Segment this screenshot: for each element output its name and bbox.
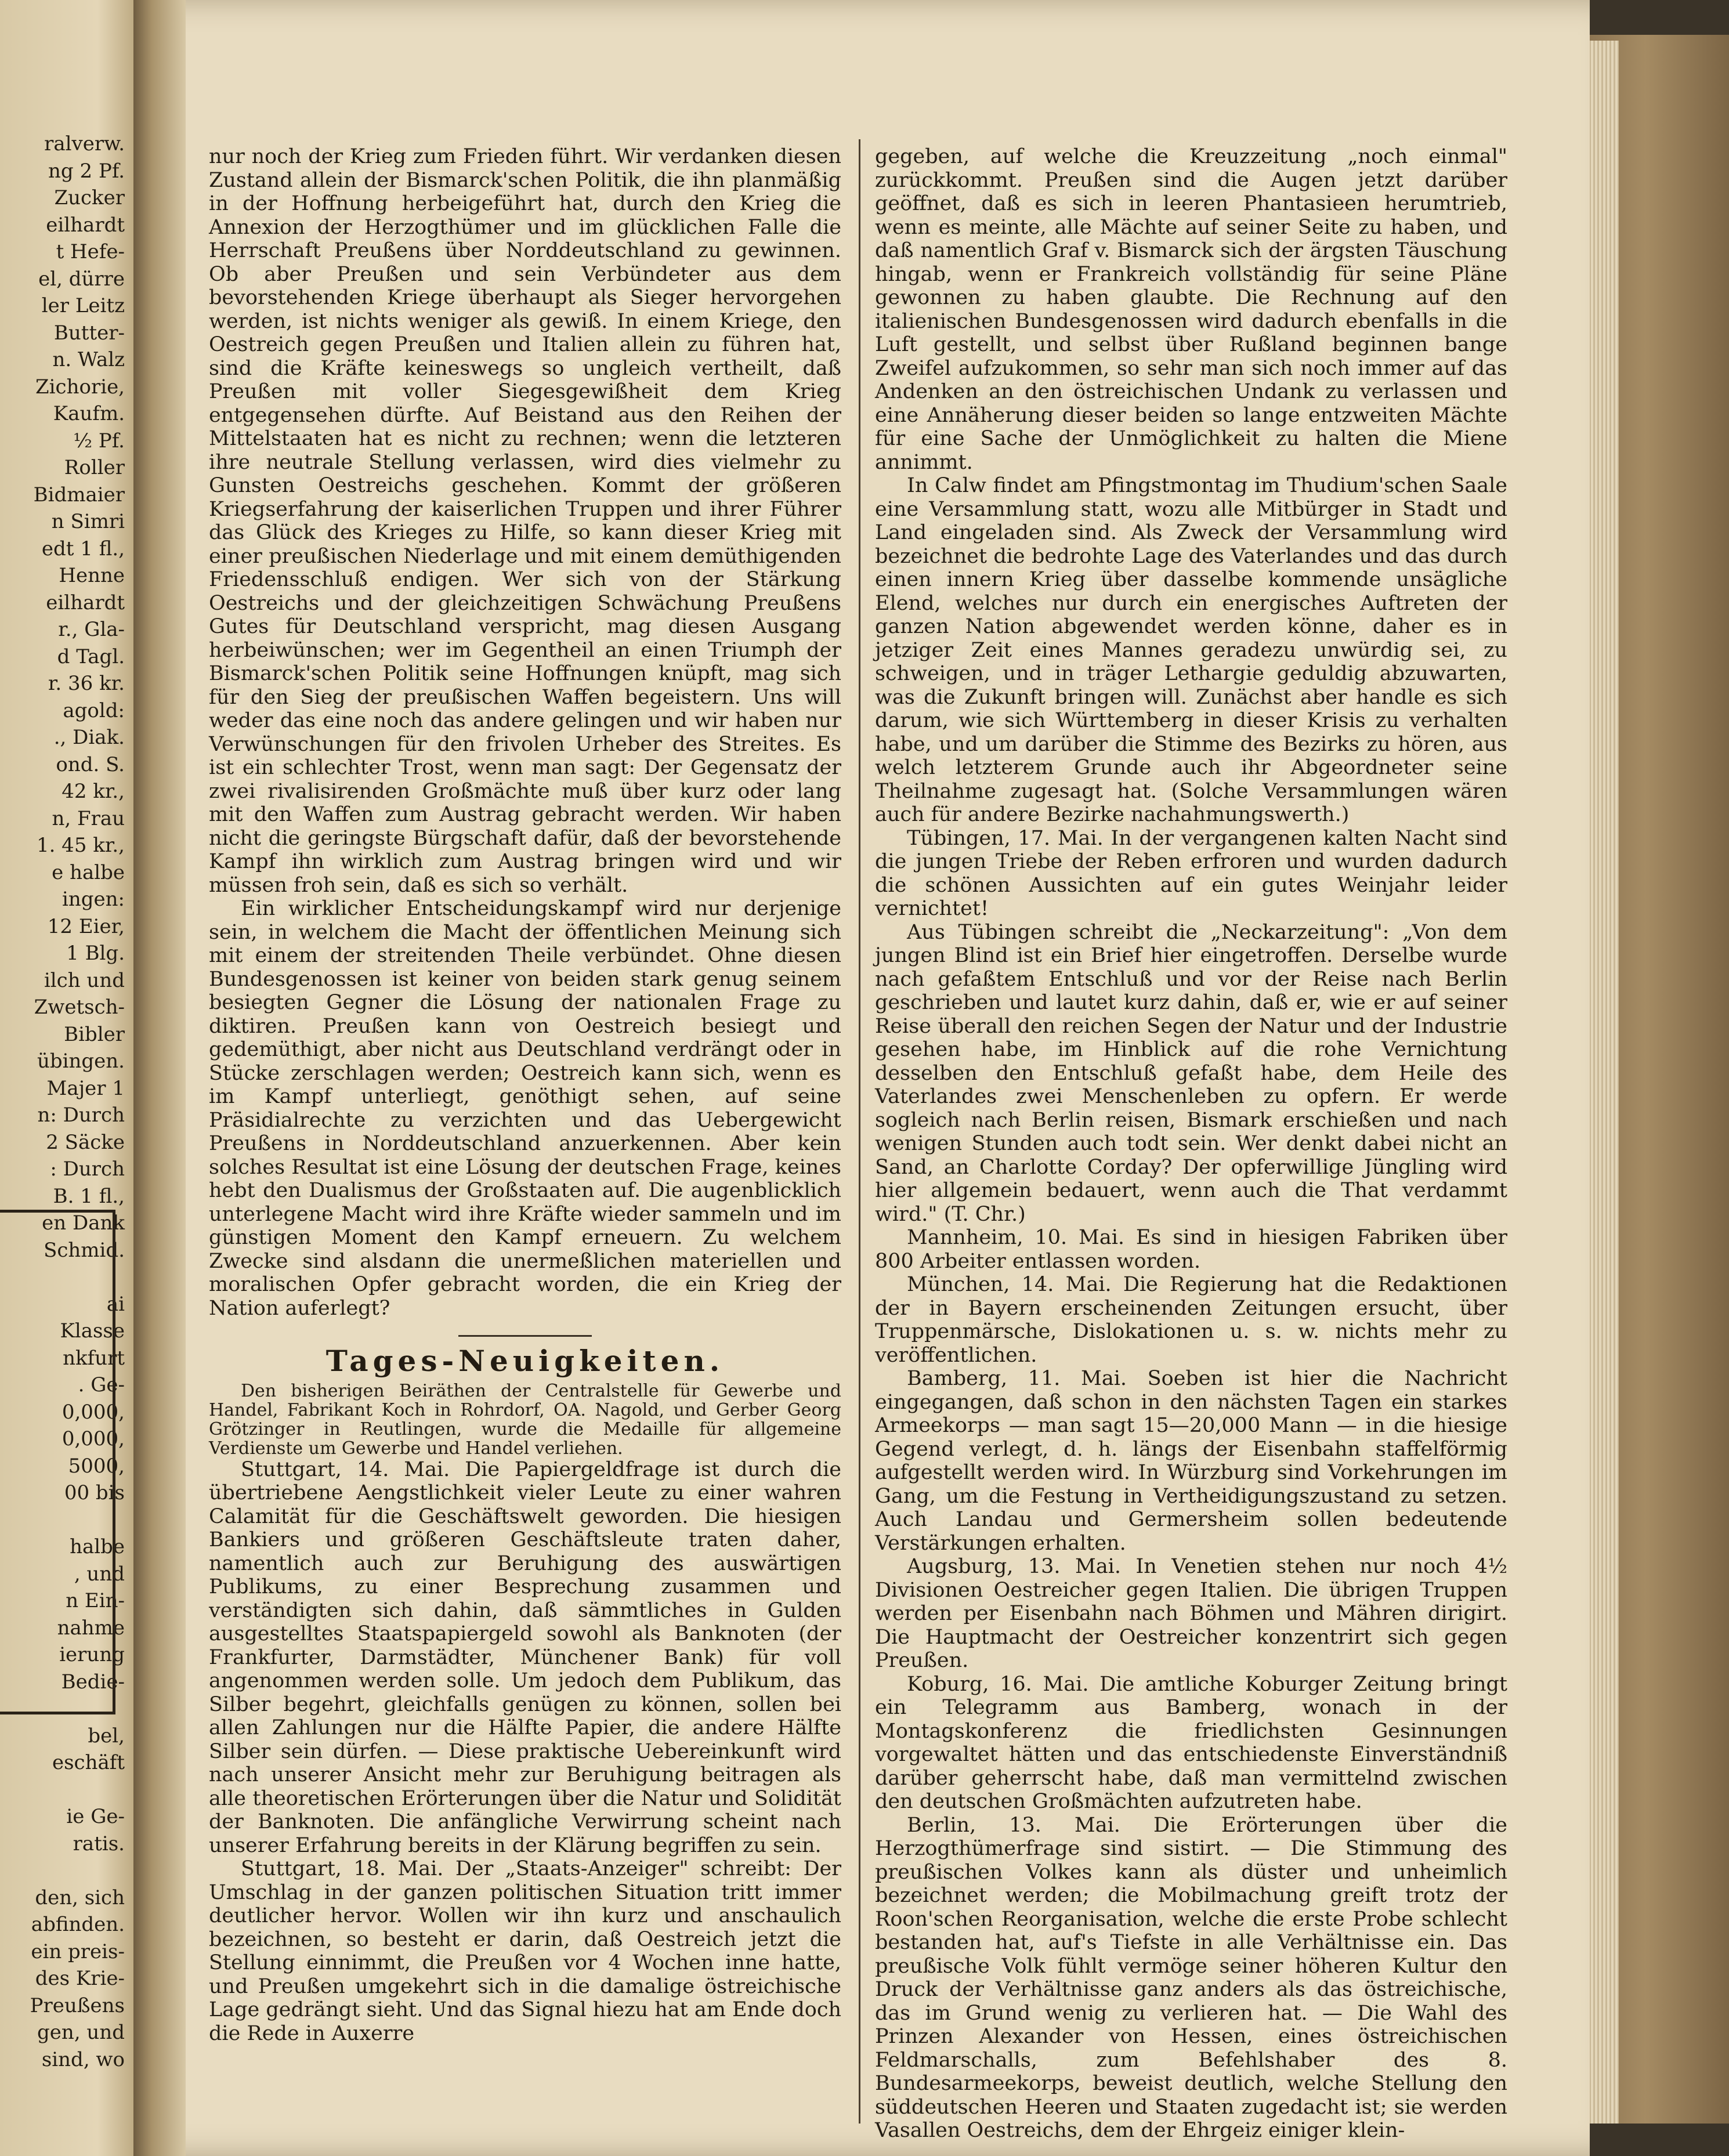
news-muenchen: München, 14. Mai. Die Regierung hat die Redaktionen der in Bayern erscheinenden Zeitungen ersucht, über Truppenmärsche, Dislokationen u. s. w. nichts mehr zu veröffentlichen. <box>875 1273 1507 1367</box>
left-fragment-line: des Krie- <box>35 1967 125 1990</box>
left-fragment-line: n, Frau <box>52 806 125 830</box>
news-bamberg: Bamberg, 11. Mai. Soeben ist hier die Nachricht eingegangen, daß schon in den nächsten Tagen ein starkes Armeekorps — man sagt 15—20,000 Mann — in die hiesige Gegend verlegt, d. h. längs der Eisenbahn staffelförmig aufgestellt werden wird. In Würzburg sind Vorkehrungen im Gang, um die Festung in Vertheidigungszustand zu setzen. Auch Landau und Germersheim sollen bedeutende Verstärkungen erhalten. <box>875 1367 1507 1555</box>
left-fragment-line: Klasse <box>60 1319 125 1343</box>
left-fragment-line: 5000, <box>68 1454 125 1478</box>
left-fragment-line: : Durch <box>50 1157 125 1181</box>
left-fragment-line: Bibler <box>64 1022 125 1046</box>
left-fragment-line: el, dürre <box>38 267 125 291</box>
news-medal: Den bisherigen Beiräthen der Centralstelle für Gewerbe und Handel, Fabrikant Koch in Rohrdorf, OA. Nagold, und Gerber Georg Grötzinger in Reutlingen, wurde die Medaille für allgemeine Verdienste um Gewerbe und Handel verliehen. <box>209 1380 841 1459</box>
left-fragment-line: n Simri <box>51 510 125 533</box>
left-fragment-line: n. Walz <box>52 348 125 371</box>
article-continuation: gegeben, auf welche die Kreuzzeitung „noch einmal" zurückkommt. Preußen sind die Augen jetzt darüber geöffnet, daß es sich in leeren Phantasieen herumtrieb, wenn es meinte, alle Mächte auf seiner Seite zu haben, und daß namentlich Graf v. Bismarck sich der ärgsten Täuschung hingab, wenn er Frankreich vollständig für seine Pläne gewonnen zu haben glaubte. Die Rechnung auf den italienischen Bundesgenossen wird dadurch ebenfalls in die Luft gestellt, und selbst über Rußland beginnen bange Zweifel aufzukommen, so sehr man sich noch immer auf das Andenken an den östreichischen Undank zu verlassen und eine Annäherung dieser beiden so lange entzweiten Mächte für eine Sache der Unmöglichkeit zu halten die Miene annimmt. <box>875 145 1507 474</box>
left-fragment-line: agold: <box>63 699 125 722</box>
left-fragment-line: eilhardt <box>46 591 125 614</box>
left-fragment-line: eilhardt <box>46 213 125 237</box>
left-fragment-line: ai <box>106 1292 125 1316</box>
left-fragment-line: den, sich <box>35 1886 125 1909</box>
left-fragment-line: ilch und <box>44 968 125 992</box>
news-calw: In Calw findet am Pfingstmontag im Thudium'schen Saale eine Versammlung statt, wozu alle Mitbürger in Stadt und Land eingeladen sind. Als Zweck der Versammlung wird bezeichnet die bedrohte Lage des Vaterlandes und das durch einen innern Krieg über dasselbe kommende unsägliche Elend, welches nur durch ein energisches Auftreten der ganzen Nation abgewendet werden könne, daher es in jetziger Zeit eines Mannes geradezu unwürdig sei, zu schweigen, und in träger Lethargie geduldig abzuwarten, was die Zukunft bringen will. Zunächst aber handle es sich darum, wie sich Württemberg in dieser Krisis zu verhalten habe, und um darüber die Stimme des Bezirks zu hören, aus welch letzterem Grunde auch ihr Abgeordneter seine Theilnahme zugesagt hat. (Solche Versammlungen wären auch für andere Bezirke nachahmungswerth.) <box>875 474 1507 826</box>
column-rule <box>859 139 860 2124</box>
left-fragment-line: Henne <box>59 564 125 587</box>
advertisement-box <box>0 1210 115 1714</box>
column-1 <box>209 145 841 2045</box>
left-fragment-line: 2 Säcke <box>46 1130 125 1154</box>
left-fragment-line: 00 bis <box>64 1481 125 1504</box>
left-fragment-line: d Tagl. <box>57 645 125 668</box>
left-fragment-line: Zwetsch- <box>34 996 125 1019</box>
section-heading: Tages-Neuigkeiten. <box>325 1344 725 1378</box>
left-fragment-line: 0,000, <box>62 1427 125 1450</box>
left-fragment-line: B. 1 fl., <box>53 1184 125 1208</box>
left-fragment-line: nkfurt <box>63 1346 125 1370</box>
left-fragment-line: Zichorie, <box>35 375 125 399</box>
left-fragment-line: ratis. <box>73 1832 125 1855</box>
left-fragment-line: Kaufm. <box>53 402 125 425</box>
left-fragment-line: übingen. <box>37 1050 125 1073</box>
section-separator <box>458 1335 592 1337</box>
left-fragment-line: ler Leitz <box>41 294 125 317</box>
left-fragment-line: Roller <box>64 456 125 479</box>
left-fragment-line: en Dank <box>42 1211 125 1235</box>
left-fragment-line: . Ge- <box>78 1373 125 1397</box>
left-fragment-line: r. 36 kr. <box>48 672 125 695</box>
left-fragment-line: eschäft <box>52 1751 125 1774</box>
left-fragment-line: abfinden. <box>31 1913 125 1936</box>
left-fragment-line: n: Durch <box>37 1104 125 1127</box>
left-fragment-line: nahme <box>57 1616 125 1640</box>
left-page-fragment <box>0 0 139 2156</box>
left-fragment-line: Zucker <box>54 186 125 209</box>
left-fragment-line: halbe <box>70 1535 125 1558</box>
column-2 <box>875 145 1507 2143</box>
left-fragment-line <box>0 1777 125 1804</box>
left-fragment-line: ein preis- <box>31 1940 125 1963</box>
left-fragment-line: n Ein- <box>66 1589 125 1612</box>
left-fragment-line: sind, wo <box>41 2048 125 2071</box>
left-fragment-line: ie Ge- <box>66 1805 125 1828</box>
left-fragment-line <box>0 1857 125 1884</box>
left-fragment-line: ½ Pf. <box>73 429 125 453</box>
left-fragment-line: ond. S. <box>56 753 125 776</box>
left-fragment-line: 1. 45 kr., <box>36 834 125 857</box>
left-fragment-line: t Hefe- <box>56 240 125 263</box>
news-augsburg: Augsburg, 13. Mai. In Venetien stehen nur noch 4½ Divisionen Oestreicher gegen Italien. Die übrigen Truppen werden per Eisenbahn nach Böhmen und Mähren dirigirt. Die Hauptmacht der Oestreicher konzentrirt sich gegen Preußen. <box>875 1555 1507 1672</box>
left-fragment-line: 12 Eier, <box>47 914 125 938</box>
news-berlin: Berlin, 13. Mai. Die Erörterungen über die Herzogthümerfrage sind sistirt. — Die Stimmung des preußischen Volkes kann als düster und unheimlich bezeichnet werden; die Mobilmachung greift trotz der Roon'schen Reorganisation, welche die erste Probe schlecht bestanden hat, auf's Tiefste in alle Verhältnisse ein. Das preußische Volk fühlt vermöge seiner höheren Kultur den Druck der Verhältnisse ganz anders als das östreichische, das im Grund wenig zu verlieren hat. — Die Wahl des Prinzen Alexander von Hessen, eines östreichischen Feldmarschalls, zum Befehlshaber des 8. Bundesarmeekorps, beweist deutlich, welche Stellung den süddeutschen Heeren und Staaten zugedacht ist; sie werden Vasallen Oestreichs, dem der Ehrgeiz einiger klein- <box>875 1813 1507 2142</box>
news-koburg: Koburg, 16. Mai. Die amtliche Koburger Zeitung bringt ein Telegramm aus Bamberg, wonach in der Montagskonferenz die friedlichsten Gesinnungen vorgewaltet hätten und das entschiedenste Einverständniß darüber geherrscht habe, daß man vermittelnd zwischen den deutschen Großmächten aufzutreten habe. <box>875 1672 1507 1813</box>
left-fragment-line: r., Gla- <box>58 618 125 641</box>
left-fragment-line: Bedie- <box>61 1670 125 1694</box>
left-fragment-line: 0,000, <box>62 1400 125 1424</box>
article-decisive-battle: Ein wirklicher Entscheidungskampf wird nur derjenige sein, in welchem die Macht der öffentlichen Meinung sich mit einem der streitenden Theile verbündet. Ohne diesen Bundesgenossen ist keiner von beiden stark genug seinem besiegten Gegner die Lösung der nationalen Frage zu diktiren. Preußen kann von Oestreich besiegt und gedemüthigt, aber nicht aus Deutschland verdrängt oder in Stücke zerschlagen werden; Oestreich kann sich, wenn es im Kampf unterliegt, genöthigt sehen, auf seine Präsidialrechte zu verzichten und das Uebergewicht Preußens in Norddeutschland anzuerkennen. Aber kein solches Resultat ist eine Lösung der deutschen Frage, keines hebt den Dualismus der Großstaaten auf. Die augenblicklich unterlegene Macht wird ihre Kräfte wieder sammeln und im günstigen Moment den Kampf erneuern. Zu welchem Zwecke sind alsdann die unermeßlichen materiellen und moralischen Opfer gebracht worden, die ein Krieg der Nation auferlegt? <box>209 897 841 1320</box>
left-fragment-line: 1 Blg. <box>66 942 125 965</box>
left-fragment-line: Schmid. <box>44 1238 125 1262</box>
left-fragment-line: Butter- <box>53 321 125 345</box>
left-fragment-line: bel, <box>88 1724 125 1748</box>
left-fragment-line: 42 kr., <box>62 780 125 803</box>
left-fragment-line: Majer 1 <box>46 1076 125 1100</box>
news-mannheim: Mannheim, 10. Mai. Es sind in hiesigen Fabriken über 800 Arbeiter entlassen worden. <box>875 1226 1507 1273</box>
left-fragment-line: ingen: <box>62 888 125 911</box>
left-fragment-line: edt 1 fl., <box>41 537 125 560</box>
left-fragment-line: ralverw. <box>44 132 125 155</box>
left-fragment-line: e halbe <box>52 860 125 884</box>
left-fragment-line: gen, und <box>37 2021 125 2044</box>
left-fragment-line: ., Diak. <box>53 726 125 749</box>
left-fragment-line: ierung <box>59 1643 125 1666</box>
news-tuebingen-17: Tübingen, 17. Mai. In der vergangenen kalten Nacht sind die jungen Triebe der Reben erfroren und wurden dadurch die schönen Aussichten auf ein gutes Weinjahr leider vernichtet! <box>875 826 1507 920</box>
news-stuttgart-14: Stuttgart, 14. Mai. Die Papiergeldfrage ist durch die übertriebene Aengstlichkeit vieler Leute zu einer wahren Calamität für die Geschäftswelt geworden. Die hiesigen Bankiers und größeren Geschäftsleute traten daher, namentlich auch zur Beruhigung des auswärtigen Publikums, zu einer Besprechung zusammen und verständigten sich dahin, daß sämmtliches in Gulden ausgestelltes Staatspapiergeld sowohl als Banknoten (der Frankfurter, Darmstädter, Münchener Bank) für voll angenommen werden solle. Um jedoch dem Publikum, das Silber begehrt, gleichfalls genügen zu können, sollen bei allen Zahlungen nur die Hälfte Papier, die andere Hälfte Silber sein dürfen. — Diese praktische Uebereinkunft wird nach unserer Ansicht mehr zur Beruhigung beitragen als alle theoretischen Erörterungen über die Natur und Solidität der Banknoten. Die anfängliche Verwirrung scheint nach unserer Erfahrung bereits in der Klärung begriffen zu sein. <box>209 1457 841 1857</box>
left-fragment-line: Preußens <box>30 1994 125 2017</box>
left-fragment-line: Bidmaier <box>33 483 125 507</box>
news-tuebingen-blind: Aus Tübingen schreibt die „Neckarzeitung": „Von dem jungen Blind ist ein Brief hier eingetroffen. Derselbe wurde nach gefaßtem Entschluß und vor der Reise nach Berlin geschrieben und lautet kurz dahin, daß er, wie er auf seiner Reise überall den reichen Segen der Natur und der Industrie gesehen habe, im Hinblick auf die rohe Vernichtung desselben den Entschluß gefaßt habe, dem Heile des Vaterlandes zwei Menschenleben zu opfern. Er werde sogleich nach Berlin reisen, Bismark erschießen und nach wenigen Stunden auch todt sein. Wer denkt dabei nicht an Sand, an Charlotte Corday? Der opferwillige Jüngling wird hier allgemein bedauert, wenn auch die That verdammt wird." (T. Chr.) <box>875 920 1507 1226</box>
left-fragment-line: , und <box>74 1562 125 1586</box>
book-gutter <box>133 0 186 2156</box>
news-stuttgart-18: Stuttgart, 18. Mai. Der „Staats-Anzeiger" schreibt: Der Umschlag in der ganzen politischen Situation tritt immer deutlicher hervor. Wollen wir ihn kurz und anschaulich bezeichnen, so besteht er darin, daß Oestreich jetzt die Stellung einnimmt, die Preußen vor 4 Wochen inne hatte, und Preußen umgekehrt sich in die damalige östreichische Lage gedrängt sieht. Und das Signal hiezu hat am Ende doch die Rede in Auxerre <box>209 1857 841 2045</box>
left-page-text <box>0 131 125 2073</box>
left-fragment-line: ng 2 Pf. <box>48 159 125 183</box>
article-war-politics: nur noch der Krieg zum Frieden führt. Wir verdanken diesen Zustand allein der Bismarck'schen Politik, die ihn planmäßig in der Hoffnung herbeigeführt hat, durch den Krieg die Annexion der Herzogthümer und im glücklichen Falle die Herrschaft Preußens über Norddeutschland zu gewinnen. Ob aber Preußen und sein Verbündeter aus dem bevorstehenden Kriege überhaupt als Sieger hervorgehen werden, ist nichts weniger als gewiß. In einem Kriege, den Oestreich gegen Preußen und Italien allein zu führen hat, sind die Kräfte keineswegs so ungleich vertheilt, daß Preußen mit voller Siegesgewißheit dem Krieg entgegensehen dürfte. Auf Beistand aus den Reihen der Mittelstaaten hat es nicht zu rechnen; wenn die letzteren ihre neutrale Stellung verlassen, wird dies vielmehr zu Gunsten Oestreichs geschehen. Kommt der größeren Kriegserfahrung der kaiserlichen Truppen und ihrer Führer das Glück des Krieges zu Hilfe, so kann dieser Krieg mit einer preußischen Niederlage und mit einem demüthigenden Friedensschluß endigen. Wer sich von der Stärkung Oestreichs und der gleichzeitigen Schwächung Preußens Gutes für Deutschland verspricht, mag diesen Ausgang herbeiwünschen; wer im Gegentheil an einen Triumph der Bismarck'schen Politik seine Hoffnungen knüpft, mag sich für den Sieg der preußischen Waffen begeistern. Uns will weder das eine noch das andere gelingen und wir haben nur Verwünschungen für den frivolen Urheber des Streites. Es ist ein schlechter Trost, wenn man sagt: Der Gegensatz der zwei rivalisirenden Großmächte muß über kurz oder lang mit den Waffen zum Austrag gebracht werden. Wir haben nicht die geringste Bürgschaft dafür, daß der bevorstehende Kampf ihn wirklich zum Austrag bringen wird und wir müssen froh sein, daß es sich so verhält. <box>209 145 841 897</box>
